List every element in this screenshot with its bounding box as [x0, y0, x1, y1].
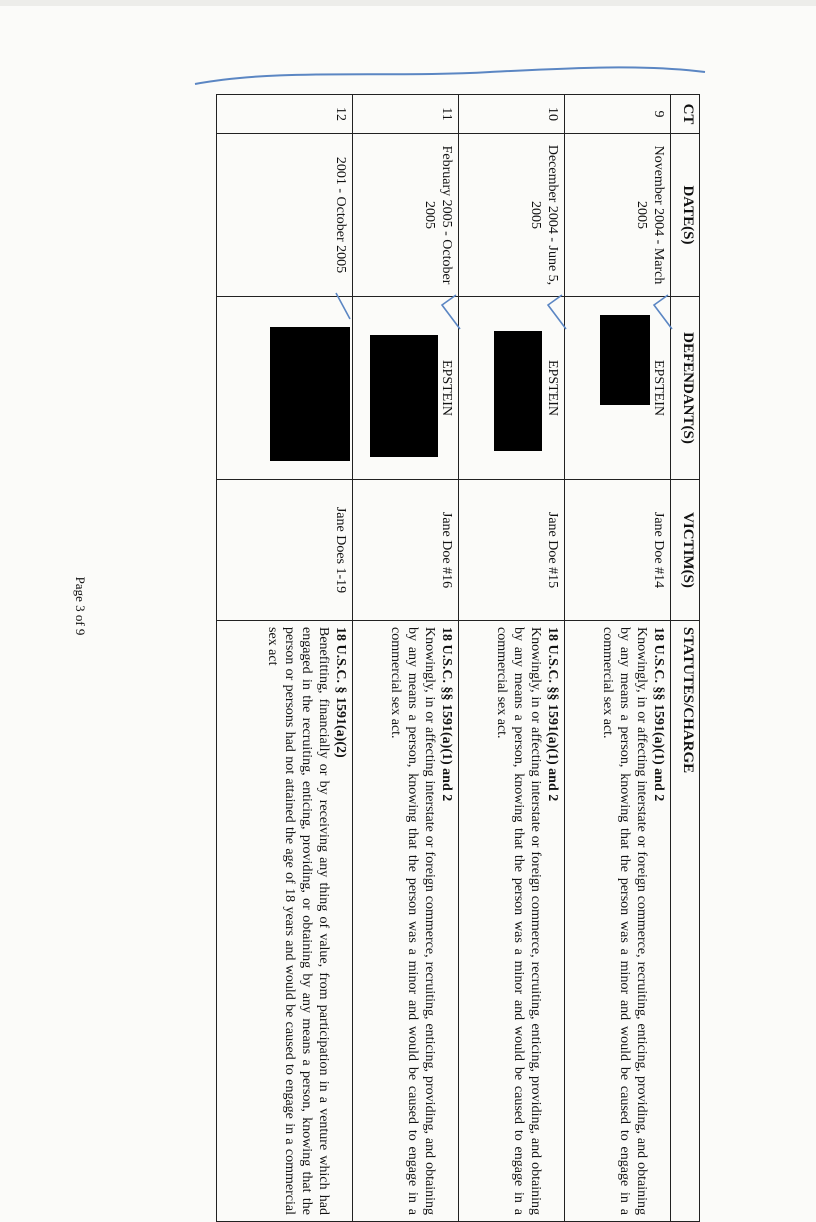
- header-defendants: DEFENDANT(S): [671, 297, 700, 480]
- scan-edge: [0, 0, 816, 6]
- row-ct: 9: [565, 95, 671, 134]
- charge-text: Knowingly, in or affecting interstate or foreign commerce, recruiting, enticing, providing, and obtaining by any means a person, knowing that the person was a minor and would be caused to engage in a commercial sex act.: [600, 627, 649, 1215]
- row-defendant: [459, 297, 565, 480]
- row-charge: [217, 621, 353, 1222]
- pen-checkmark: [438, 293, 462, 333]
- row-victim: Jane Does 1-19: [217, 480, 353, 621]
- defendant-name: EPSTEIN: [545, 360, 560, 416]
- row-charge: [459, 621, 565, 1222]
- charge-text: Knowingly, in or affecting interstate or foreign commerce, recruiting, enticing, providing, and obtaining by any means a person, knowing that the person was a minor and would be caused to engage in a commercial sex act.: [388, 627, 437, 1215]
- redaction-block: [270, 327, 350, 461]
- table-row: [459, 95, 565, 1222]
- charges-table-wrapper: [216, 94, 700, 1222]
- redaction-block: [600, 315, 650, 405]
- table-header-row: [671, 95, 700, 1222]
- row-charge: [353, 621, 459, 1222]
- row-ct: 11: [353, 95, 459, 134]
- pen-checkmark: [334, 291, 352, 321]
- charge-text: Benefitting, financially or by receiving any thing of value, from participation in a venture which had engaged in the recruiting, enticing, providing, or obtaining by any means a person, knowing that the person or persons had not attained the age of 18 years and would be caused to engage in a commercial sex act: [265, 627, 331, 1215]
- redaction-block: [370, 335, 438, 457]
- row-dates: November 2004 - March 2005: [565, 134, 671, 297]
- row-victim: Jane Doe #16: [353, 480, 459, 621]
- row-victim: Jane Doe #14: [565, 480, 671, 621]
- row-dates: February 2005 - October 2005: [353, 134, 459, 297]
- row-defendant: [353, 297, 459, 480]
- header-ct: CT: [671, 95, 700, 134]
- table-row: [565, 95, 671, 1222]
- statute-citation: 18 U.S.C. §§ 1591(a)(1) and 2: [651, 627, 666, 802]
- pen-checkmark: [650, 293, 674, 333]
- row-dates: 2001 - October 2005: [217, 134, 353, 297]
- statute-citation: 18 U.S.C. §§ 1591(a)(1) and 2: [545, 627, 560, 802]
- header-victims: VICTIM(S): [671, 480, 700, 621]
- row-ct: 12: [217, 95, 353, 134]
- defendant-name: EPSTEIN: [651, 360, 666, 416]
- row-defendant: [217, 297, 353, 480]
- redaction-block: [494, 331, 542, 451]
- row-dates: December 2004 - June 5, 2005: [459, 134, 565, 297]
- pen-annotation-line: [190, 60, 710, 90]
- row-victim: Jane Doe #15: [459, 480, 565, 621]
- pen-checkmark: [544, 293, 568, 333]
- page-number: Page 3 of 9: [73, 576, 88, 636]
- row-defendant: [565, 297, 671, 480]
- row-ct: 10: [459, 95, 565, 134]
- header-charge: STATUTES/CHARGE: [671, 621, 700, 1222]
- defendant-name: EPSTEIN: [439, 360, 454, 416]
- row-charge: [565, 621, 671, 1222]
- charges-table: [216, 94, 700, 1222]
- charge-text: Knowingly, in or affecting interstate or foreign commerce, recruiting, enticing, providing, and obtaining by any means a person, knowing that the person was a minor and would be caused to engage in a commercial sex act.: [494, 627, 543, 1215]
- statute-citation: 18 U.S.C. § 1591(a)(2): [333, 627, 348, 758]
- table-row: [217, 95, 353, 1222]
- header-dates: DATE(S): [671, 134, 700, 297]
- table-row: [353, 95, 459, 1222]
- statute-citation: 18 U.S.C. §§ 1591(a)(1) and 2: [439, 627, 454, 802]
